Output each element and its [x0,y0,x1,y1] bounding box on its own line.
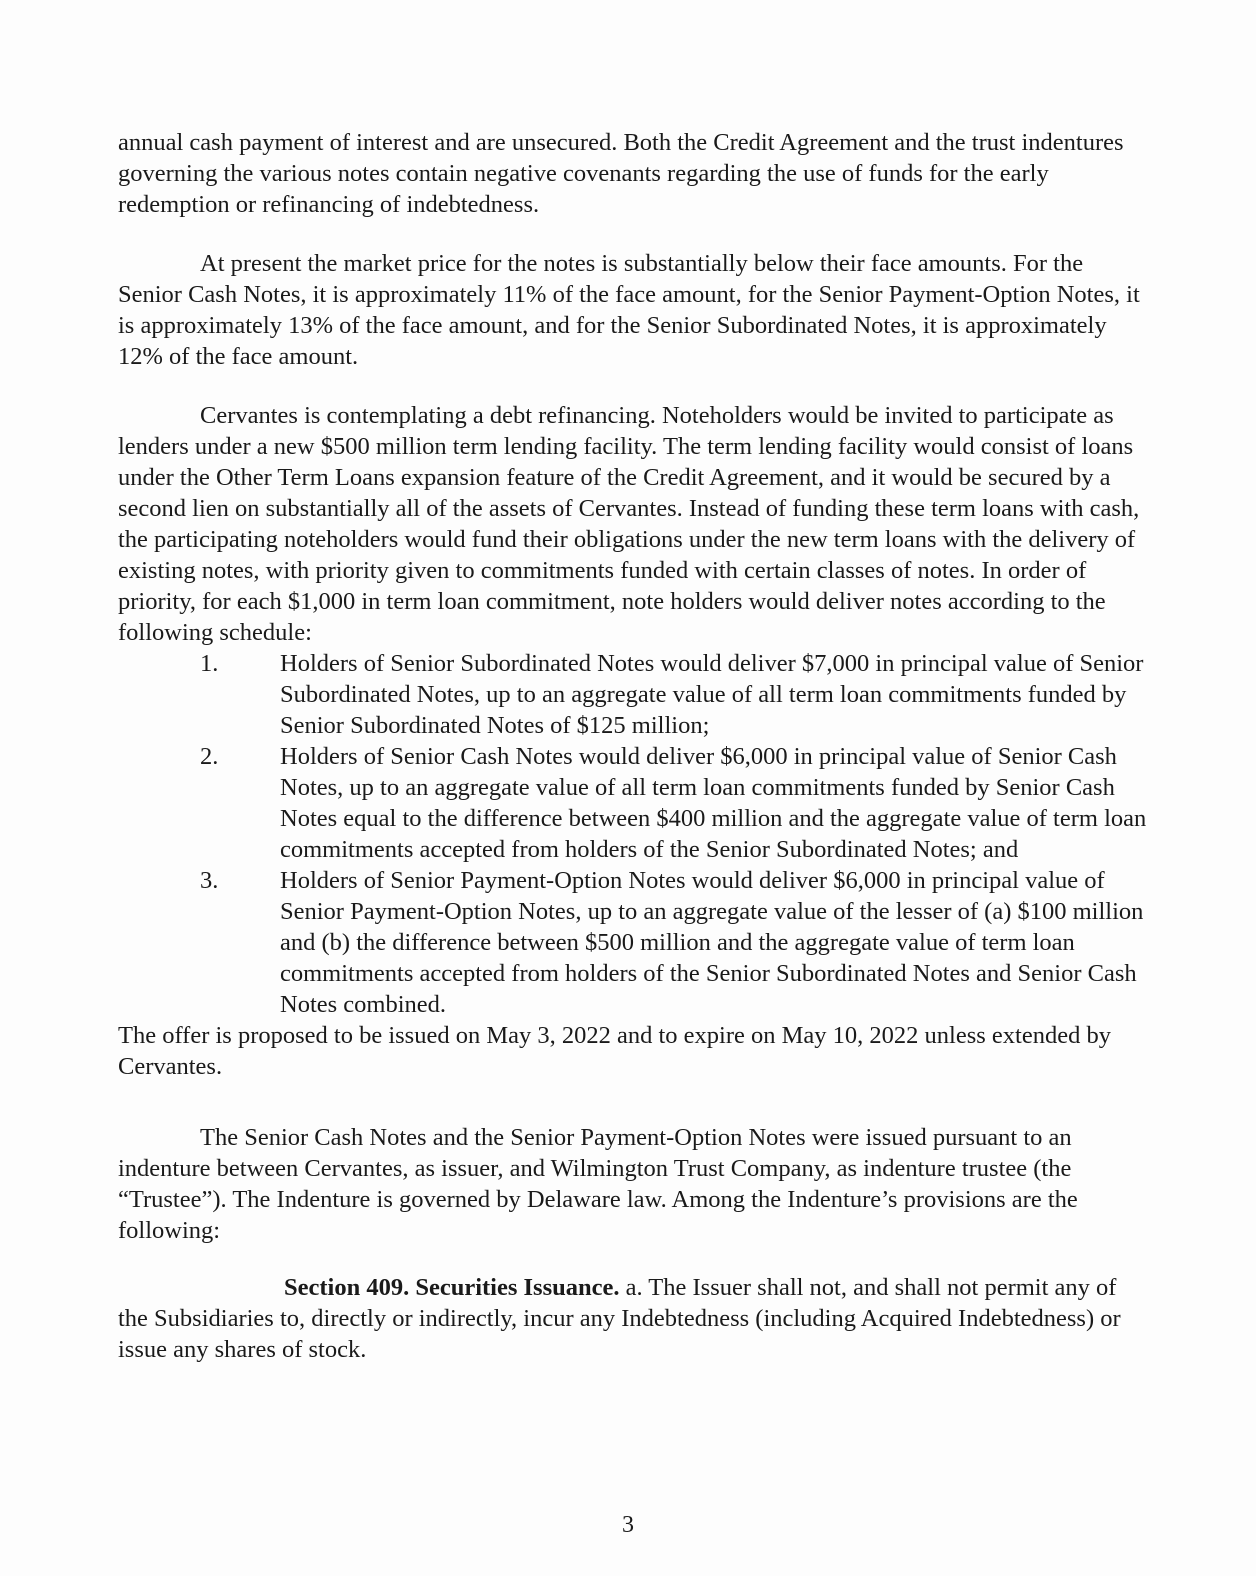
paragraph-indenture-text: The Senior Cash Notes and the Senior Payment-Option Notes were issued pursuant to an indenture between Cervantes, as issuer, and Wilmington Trust Company, as indenture trustee (the “Trustee”). The Indenture is governed by Delaware law. Among the Indenture’s provisions are the following: [118,1124,1078,1244]
schedule-item-2 [118,741,1148,865]
paragraph-intro [118,127,1148,220]
schedule-item-text: Holders of Senior Payment-Option Notes would deliver $6,000 in principal value of Senior Payment-Option Notes, up to an aggregate value of the lesser of (a) $100 million and (b) the difference between $500 million and the aggregate value of term loan commitments accepted from holders of the Senior Subordinated Notes and Senior Cash Notes combined. [280,867,1144,1018]
section-body-text: a. The Issuer shall not, and shall not permit any of the Subsidiaries to, directly or indirectly, incur any Indebtedness (including Acquired Indebtedness) or issue any shares of stock. [118,1274,1121,1363]
paragraph-market-price [118,248,1148,372]
page-number: 3 [622,1512,634,1538]
section-409-paragraph [118,1272,1148,1365]
schedule-item-text: Holders of Senior Cash Notes would deliver $6,000 in principal value of Senior Cash Notes, up to an aggregate value of all term loan commitments funded by Senior Cash Notes equal to the difference between $400 million and the aggregate value of term loan commitments accepted from holders of the Senior Subordinated Notes; and [280,743,1147,863]
schedule-item-text: Holders of Senior Subordinated Notes would deliver $7,000 in principal value of Senior Subordinated Notes, up to an aggregate value of all term loan commitments funded by Senior Subordinated Notes of $125 million; [280,650,1144,739]
schedule-item-number: 1. [200,650,219,677]
schedule-item-1 [118,648,1148,741]
section-409 [118,1272,1148,1365]
schedule-item-3 [118,865,1148,1020]
schedule-item-number: 2. [200,743,219,770]
section-heading: Section 409. Securities Issuance. [284,1274,620,1301]
paragraph-refinancing-text: Cervantes is contemplating a debt refinancing. Noteholders would be invited to participate as lenders under a new $500 million term lending facility. The term lending facility would consist of loans under the Other Term Loans expansion feature of the Credit Agreement, and it would be secured by a second lien on substantially all of the assets of Cervantes. Instead of funding these term loans with cash, the participating noteholders would fund their obligations under the new term loans with the delivery of existing notes, with priority given to commitments funded with certain classes of notes. In order of priority, for each $1,000 in term loan commitment, note holders would deliver notes according to the following schedule: [118,402,1140,646]
paragraph-intro-text: annual cash payment of interest and are unsecured. Both the Credit Agreement and the trust indentures governing the various notes contain negative covenants regarding the use of funds for the early redemption or refinancing of indebtedness. [118,129,1124,218]
paragraph-refinancing [118,400,1148,1082]
priority-schedule-list [118,648,1148,1020]
schedule-item-number: 3. [200,867,219,894]
paragraph-market-price-text: At present the market price for the notes is substantially below their face amounts. For the Senior Cash Notes, it is approximately 11% of the face amount, for the Senior Payment-Option Notes, it is approximately 13% of the face amount, and for the Senior Subordinated Notes, it is approximately 12% of the face amount. [118,250,1140,370]
paragraph-indenture [118,1122,1148,1246]
paragraph-offer-text: The offer is proposed to be issued on May 3, 2022 and to expire on May 10, 2022 unless extended by Cervantes. [118,1022,1111,1080]
